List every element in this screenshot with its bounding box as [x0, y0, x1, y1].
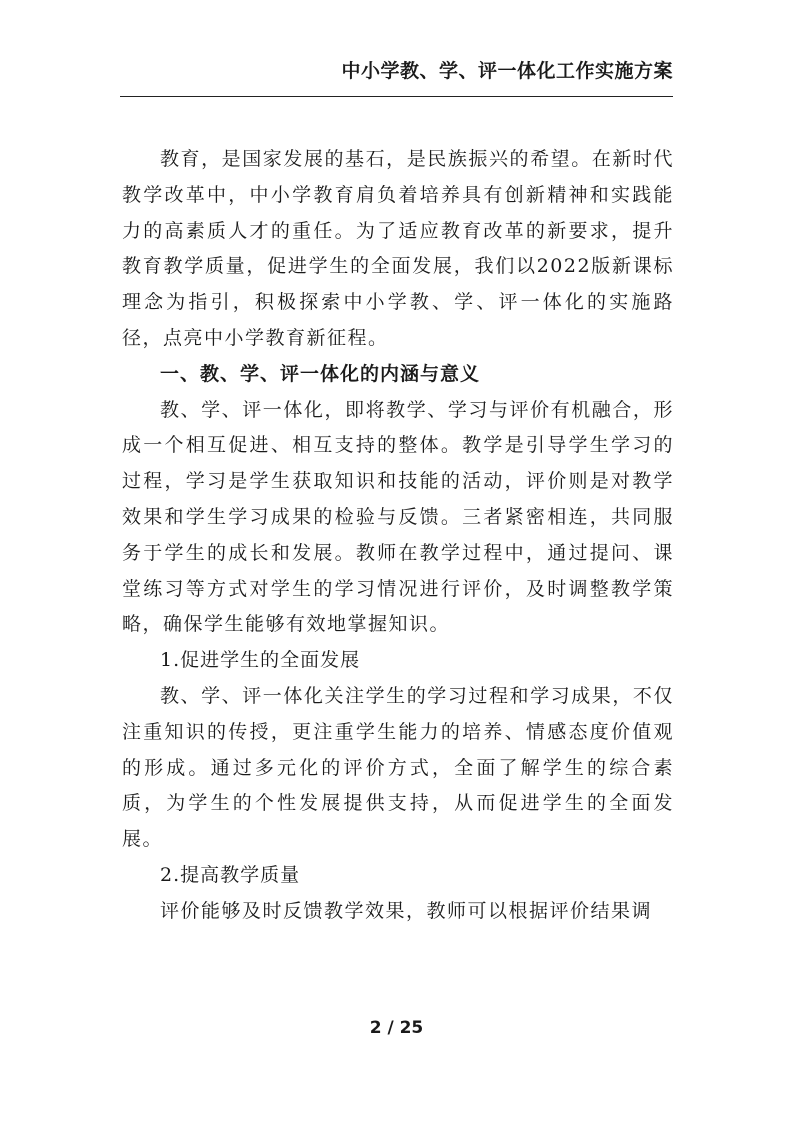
subsection-heading-2: 2.提高教学质量	[160, 863, 301, 886]
subsection-paragraph-1: 教、学、评一体化关注学生的学习过程和学习成果，不仅注重知识的传授，更注重学生能力的培养、情感态度价值观的形成。通过多元化的评价方式，全面了解学生的综合素质，为学生的个性发展提供支持，从而促进学生的全面发展。	[122, 684, 674, 851]
intro-paragraph: 教育，是国家发展的基石，是民族振兴的希望。在新时代教学改革中，中小学教育肩负着培养具有创新精神和实践能力的高素质人才的重任。为了适应教育改革的新要求，提升教育教学质量，促进学生的全面发展，我们以2022版新课标理念为指引，积极探索中小学教、学、评一体化的实施路径，点亮中小学教育新征程。	[122, 148, 674, 349]
section-heading: 一、教、学、评一体化的内涵与意义	[160, 362, 481, 385]
page-header-title: 中小学教、学、评一体化工作实施方案	[341, 60, 673, 82]
header-divider	[120, 96, 673, 97]
subsection-paragraph-2: 评价能够及时反馈教学效果，教师可以根据评价结果调	[160, 899, 653, 922]
subsection-heading-1: 1.促进学生的全面发展	[160, 649, 361, 672]
page-number: 2 / 25	[369, 1018, 424, 1038]
section-paragraph: 教、学、评一体化，即将教学、学习与评价有机融合，形成一个相互促进、相互支持的整体。教学是引导学生学习的过程，学习是学生获取知识和技能的活动，评价则是对教学效果和学生学习成果的检验与反馈。三者紧密相连，共同服务于学生的成长和发展。教师在教学过程中，通过提问、课堂练习等方式对学生的学习情况进行评价，及时调整教学策略，确保学生能够有效地掌握知识。	[122, 398, 674, 636]
document-body	[122, 142, 674, 930]
